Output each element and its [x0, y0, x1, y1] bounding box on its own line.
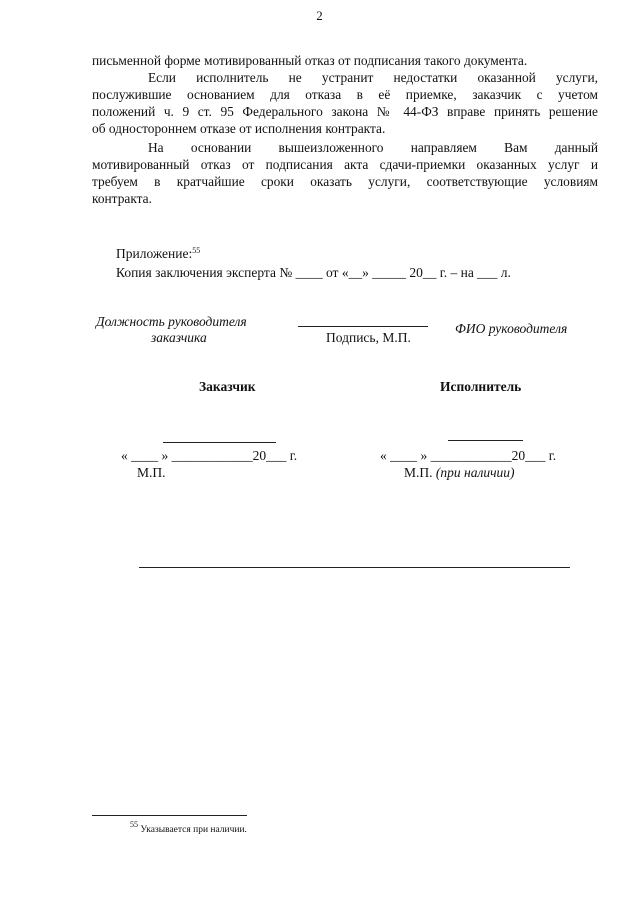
contractor-date-line: « ____ » ____________20___ г.	[380, 448, 557, 463]
position-label-line2: заказчика	[151, 330, 207, 345]
paragraph-line: письменной форме мотивированный отказ от подписания такого документа.	[92, 53, 528, 68]
footnote	[130, 820, 247, 835]
paragraph-line: послужившие основанием для отказа в её приемке, заказчик с учетом	[92, 87, 598, 102]
paragraph-demand	[92, 139, 598, 207]
paragraph-line: требуем в кратчайшие сроки оказать услуги, соответствующие условиям	[92, 174, 598, 189]
customer-date-line: « ____ » ____________20___ г.	[121, 448, 298, 463]
attachment-line: Копия заключения эксперта № ____ от «__» _____ 20__ г. – на ___ л.	[116, 265, 511, 280]
paragraph-line: мотивированный отказ от подписания акта сдачи-приемки оказанных услуг и	[92, 157, 598, 172]
customer-stamp: М.П.	[137, 465, 166, 480]
customer-title: Заказчик	[199, 379, 256, 394]
page-number: 2	[316, 8, 323, 23]
divider-line	[139, 567, 570, 568]
attachment-label: Приложение:$^{55}$	[116, 246, 201, 261]
paragraph-refusal	[92, 52, 598, 137]
contractor-signature-line	[448, 440, 523, 441]
customer-signature-line	[163, 442, 276, 443]
footnote-separator	[92, 815, 247, 816]
footnote-number: 55	[130, 820, 138, 829]
paragraph-line: На основании вышеизложенного направляем Вам данный	[148, 140, 598, 155]
footnote-text: Указывается при наличии.	[140, 825, 247, 835]
paragraph-line: контракта.	[92, 191, 152, 206]
position-label: Должность руководителя	[96, 314, 247, 329]
footnote-ref: 55	[192, 246, 201, 255]
contractor-title: Исполнитель	[440, 379, 522, 394]
name-label: ФИО руководителя	[455, 321, 568, 336]
signature-label: Подпись, М.П.	[326, 330, 411, 345]
signature-line	[298, 326, 428, 327]
paragraph-line: положений ч. 9 ст. 95 Федерального закона № 44-ФЗ вправе принять решение	[92, 104, 598, 119]
stamp-note: (при наличии)	[435, 465, 515, 480]
contractor-stamp: М.П. (при наличии)	[404, 465, 515, 480]
paragraph-line: Если исполнитель не устранит недостатки оказанной услуги,	[148, 70, 598, 85]
paragraph-line: об одностороннем отказе от исполнения контракта.	[92, 121, 386, 136]
